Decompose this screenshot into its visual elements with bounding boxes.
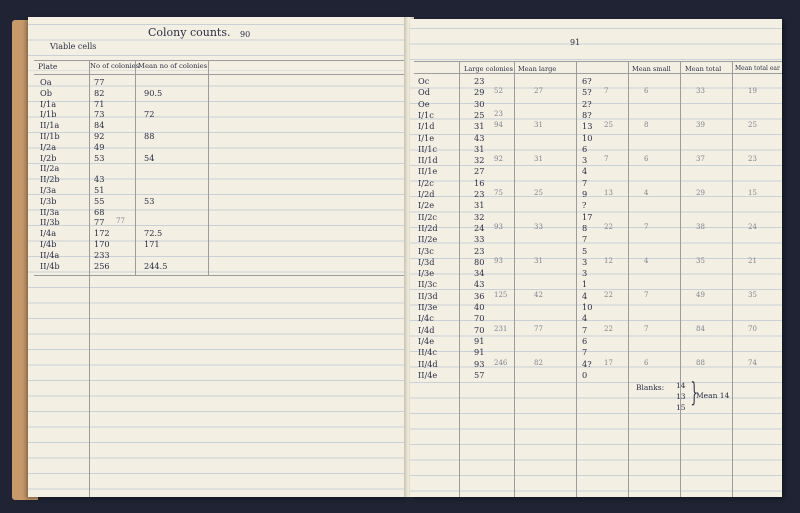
colony-count: 77 — [94, 77, 105, 87]
small-count: 6 — [582, 143, 588, 154]
plate-label: I/3b — [40, 195, 57, 206]
large-count: 32 — [474, 211, 485, 222]
mean-small-value: 4 — [644, 189, 649, 197]
small-count: 9 — [582, 189, 588, 199]
table-bottom-rule — [34, 275, 408, 276]
pencil-note: 246 — [494, 358, 508, 367]
large-count: 43 — [474, 279, 485, 290]
table-top-rule — [34, 60, 408, 61]
small-count: 4 — [582, 290, 588, 301]
pencil-note: 92 — [494, 155, 503, 164]
pencil-note: 93 — [494, 256, 503, 265]
mean-total-ear-value: 70 — [748, 324, 757, 333]
pencil-note: 13 — [604, 189, 613, 197]
large-count: 40 — [474, 302, 485, 312]
large-count: 31 — [474, 200, 485, 211]
large-count: 25 — [474, 109, 485, 120]
header-mean: Mean no of colonies — [138, 62, 208, 70]
mean-small-value: 7 — [644, 290, 649, 299]
plate-label: I/3c — [418, 245, 434, 256]
large-count: 31 — [474, 121, 485, 132]
small-count: 8? — [582, 109, 592, 120]
mean-total-value: 37 — [696, 155, 705, 164]
small-count: ? — [582, 200, 587, 211]
plate-label: II/2b — [40, 174, 60, 185]
mean-total-value: 39 — [696, 121, 705, 130]
colony-count: 43 — [94, 174, 105, 185]
large-count: 34 — [474, 268, 485, 279]
large-count: 93 — [474, 358, 485, 369]
mean-total-ear-value: 23 — [748, 155, 757, 164]
plate-label: I/2b — [40, 152, 57, 163]
colony-count: 172 — [94, 228, 110, 239]
header-mean-total: Mean total — [685, 65, 722, 73]
mean-total-value: 84 — [696, 324, 705, 333]
colony-count: 51 — [94, 185, 105, 195]
plate-label: I/4e — [418, 335, 435, 346]
small-count: 7 — [582, 234, 588, 245]
small-count: 6? — [582, 76, 592, 86]
mean-value: 54 — [144, 152, 155, 163]
large-count: 80 — [474, 256, 485, 267]
plate-label: I/1e — [418, 132, 435, 143]
colony-count: 55 — [94, 195, 105, 206]
blank-value: 14 — [676, 381, 686, 390]
blank-value: 15 — [676, 403, 686, 412]
mean-small-value: 8 — [644, 121, 649, 130]
mean-small-value: 4 — [644, 256, 649, 265]
plate-label: I/1b — [40, 109, 57, 120]
right-page — [410, 19, 782, 497]
plate-label: II/4d — [418, 358, 438, 369]
mean-value: 88 — [144, 131, 155, 141]
plate-label: I/2e — [418, 200, 435, 211]
small-count: 4 — [582, 313, 588, 324]
small-count: 3 — [582, 256, 588, 267]
mean-total-value: 35 — [696, 256, 705, 265]
plate-label: II/2a — [40, 163, 60, 174]
mean-value: 244.5 — [144, 260, 168, 271]
plate-label: II/4e — [418, 369, 438, 380]
mean-large-value: 42 — [534, 290, 543, 299]
pencil-note: 22 — [604, 290, 613, 299]
small-count: 6 — [582, 335, 588, 346]
small-count: 4? — [582, 358, 592, 369]
small-count: 10 — [582, 132, 593, 143]
large-count: 23 — [474, 189, 485, 199]
column-divider — [89, 60, 90, 497]
pencil-note: 12 — [604, 256, 613, 265]
plate-label: II/3c — [418, 279, 438, 290]
header-rule — [34, 74, 408, 75]
colony-count: 77 — [94, 217, 105, 228]
plate-label: I/3e — [418, 268, 435, 279]
plate-label: Oe — [418, 98, 430, 109]
header-rule — [414, 73, 782, 74]
plate-label: II/3b — [40, 217, 60, 228]
mean-value: 72 — [144, 109, 155, 120]
mean-small-value: 7 — [644, 222, 649, 231]
mean-large-value: 77 — [534, 324, 543, 333]
mean-total-ear-value: 21 — [748, 256, 757, 265]
plate-label: II/3d — [418, 290, 438, 301]
pencil-note: 125 — [494, 290, 508, 299]
pencil-note: 94 — [494, 121, 503, 130]
plate-label: I/3a — [40, 185, 57, 195]
mean-value: 90.5 — [144, 87, 163, 98]
small-count: 3 — [582, 155, 588, 166]
mean-large-value: 31 — [534, 155, 543, 164]
plate-label: I/2d — [418, 189, 435, 199]
pencil-note: 77 — [116, 217, 125, 226]
mean-large-value: 27 — [534, 87, 543, 96]
plate-label: I/4a — [40, 228, 57, 239]
page-title: Colony counts. — [148, 26, 231, 39]
large-count: 70 — [474, 313, 485, 324]
large-count: 31 — [474, 143, 485, 154]
mean-large-value: 31 — [534, 256, 543, 265]
plate-label: I/1a — [40, 98, 57, 109]
page-subtitle: Viable cells — [50, 42, 97, 51]
colony-count: 53 — [94, 152, 105, 163]
header-large: Large colonies — [464, 65, 514, 73]
plate-label: Ob — [40, 87, 52, 98]
mean-small-value: 7 — [644, 324, 649, 333]
colony-count: 170 — [94, 239, 110, 249]
small-count: 3 — [582, 268, 588, 279]
column-divider — [576, 61, 577, 497]
large-count: 43 — [474, 132, 485, 143]
left-page-number: 90 — [240, 30, 251, 39]
colony-count: 82 — [94, 87, 105, 98]
blank-value: 13 — [676, 392, 686, 401]
column-divider — [208, 60, 209, 275]
right-page-number: 91 — [570, 38, 581, 47]
plate-label: I/3d — [418, 256, 435, 267]
plate-label: Od — [418, 87, 430, 98]
large-count: 91 — [474, 347, 485, 358]
colony-count: 73 — [94, 109, 105, 120]
plate-label: II/3e — [418, 302, 438, 312]
plate-label: I/1c — [418, 109, 434, 120]
mean-total-ear-value: 25 — [748, 121, 757, 130]
pencil-note: 17 — [604, 358, 613, 367]
large-count: 27 — [474, 166, 485, 177]
mean-small-value: 6 — [644, 358, 649, 367]
mean-total-ear-value: 24 — [748, 222, 757, 231]
pencil-note: 22 — [604, 324, 613, 333]
small-count: 5 — [582, 245, 588, 256]
colony-count: 92 — [94, 131, 105, 141]
plate-label: II/1d — [418, 155, 438, 166]
plate-label: I/2a — [40, 141, 57, 152]
pencil-note: 7 — [604, 155, 609, 164]
plate-label: II/4c — [418, 347, 438, 358]
pencil-note: 22 — [604, 222, 613, 231]
plate-label: Oa — [40, 77, 52, 87]
pencil-note: 25 — [604, 121, 613, 130]
small-count: 7 — [582, 347, 588, 358]
plate-label: I/2c — [418, 177, 434, 188]
small-count: 7 — [582, 324, 588, 335]
colony-count: 71 — [94, 98, 105, 109]
large-count: 30 — [474, 98, 485, 109]
small-count: 7 — [582, 177, 588, 188]
header-mean-total-ear: Mean total ear — [735, 65, 780, 72]
pencil-note: 93 — [494, 222, 503, 231]
small-count: 4 — [582, 166, 588, 177]
large-count: 91 — [474, 335, 485, 346]
header-plate: Plate — [38, 62, 58, 71]
pencil-note: 7 — [604, 87, 609, 96]
plate-label: II/2e — [418, 234, 438, 245]
plate-label: II/3a — [40, 206, 60, 217]
mean-value: 72.5 — [144, 228, 163, 239]
blanks-label: Blanks: — [636, 383, 665, 392]
colony-count: 233 — [94, 249, 110, 260]
plate-label: I/4d — [418, 324, 435, 335]
mean-total-value: 88 — [696, 358, 705, 367]
plate-label: II/4b — [40, 260, 60, 271]
large-count: 57 — [474, 369, 485, 380]
plate-label: II/1b — [40, 131, 60, 141]
small-count: 1 — [582, 279, 588, 290]
mean-total-value: 38 — [696, 222, 705, 231]
brace-icon: } — [690, 378, 698, 408]
header-mean-small: Mean small — [632, 65, 671, 73]
mean-large-value: 25 — [534, 189, 543, 197]
plate-label: I/1d — [418, 121, 435, 132]
header-mean-large: Mean large — [518, 65, 557, 73]
blanks-mean: Mean 14 — [696, 391, 730, 400]
plate-label: II/1c — [418, 143, 438, 154]
table-top-rule — [414, 61, 782, 62]
plate-label: Oc — [418, 76, 430, 86]
header-colonies: No of colonies — [90, 62, 140, 70]
large-count: 23 — [474, 245, 485, 256]
column-divider — [135, 60, 136, 275]
mean-small-value: 6 — [644, 87, 649, 96]
large-count: 23 — [474, 76, 485, 86]
plate-label: II/2c — [418, 211, 438, 222]
large-count: 36 — [474, 290, 485, 301]
large-count: 32 — [474, 155, 485, 166]
large-count: 70 — [474, 324, 485, 335]
plate-label: II/2d — [418, 222, 438, 233]
mean-total-ear-value: 35 — [748, 290, 757, 299]
small-count: 13 — [582, 121, 593, 132]
plate-label: I/4c — [418, 313, 434, 324]
large-count: 16 — [474, 177, 485, 188]
pencil-note: 52 — [494, 87, 503, 96]
mean-large-value: 33 — [534, 222, 543, 231]
mean-total-ear-value: 15 — [748, 189, 757, 197]
mean-large-value: 31 — [534, 121, 543, 130]
colony-count: 68 — [94, 206, 105, 217]
pencil-note: 231 — [494, 324, 508, 333]
mean-total-ear-value: 74 — [748, 358, 757, 367]
mean-value: 53 — [144, 195, 155, 206]
column-divider — [628, 61, 629, 497]
column-divider — [459, 61, 460, 497]
mean-large-value: 82 — [534, 358, 543, 367]
plate-label: II/1e — [418, 166, 438, 177]
small-count: 2? — [582, 98, 592, 109]
column-divider — [680, 61, 681, 497]
column-divider — [732, 61, 733, 497]
colony-count: 84 — [94, 120, 105, 131]
plate-label: II/4a — [40, 249, 60, 260]
pencil-note: 75 — [494, 189, 503, 197]
column-divider — [514, 61, 515, 497]
mean-value: 171 — [144, 239, 160, 249]
mean-total-value: 49 — [696, 290, 705, 299]
small-count: 17 — [582, 211, 593, 222]
small-count: 5? — [582, 87, 592, 98]
pencil-note: 23 — [494, 109, 503, 118]
colony-count: 256 — [94, 260, 110, 271]
mean-total-value: 29 — [696, 189, 705, 197]
small-count: 8 — [582, 222, 588, 233]
large-count: 29 — [474, 87, 485, 98]
large-count: 33 — [474, 234, 485, 245]
left-page — [28, 17, 408, 497]
colony-count: 49 — [94, 141, 105, 152]
plate-label: I/4b — [40, 239, 57, 249]
small-count: 10 — [582, 302, 593, 312]
mean-total-value: 33 — [696, 87, 705, 96]
mean-small-value: 6 — [644, 155, 649, 164]
plate-label: II/1a — [40, 120, 60, 131]
mean-total-ear-value: 19 — [748, 87, 757, 96]
large-count: 24 — [474, 222, 485, 233]
small-count: 0 — [582, 369, 588, 380]
